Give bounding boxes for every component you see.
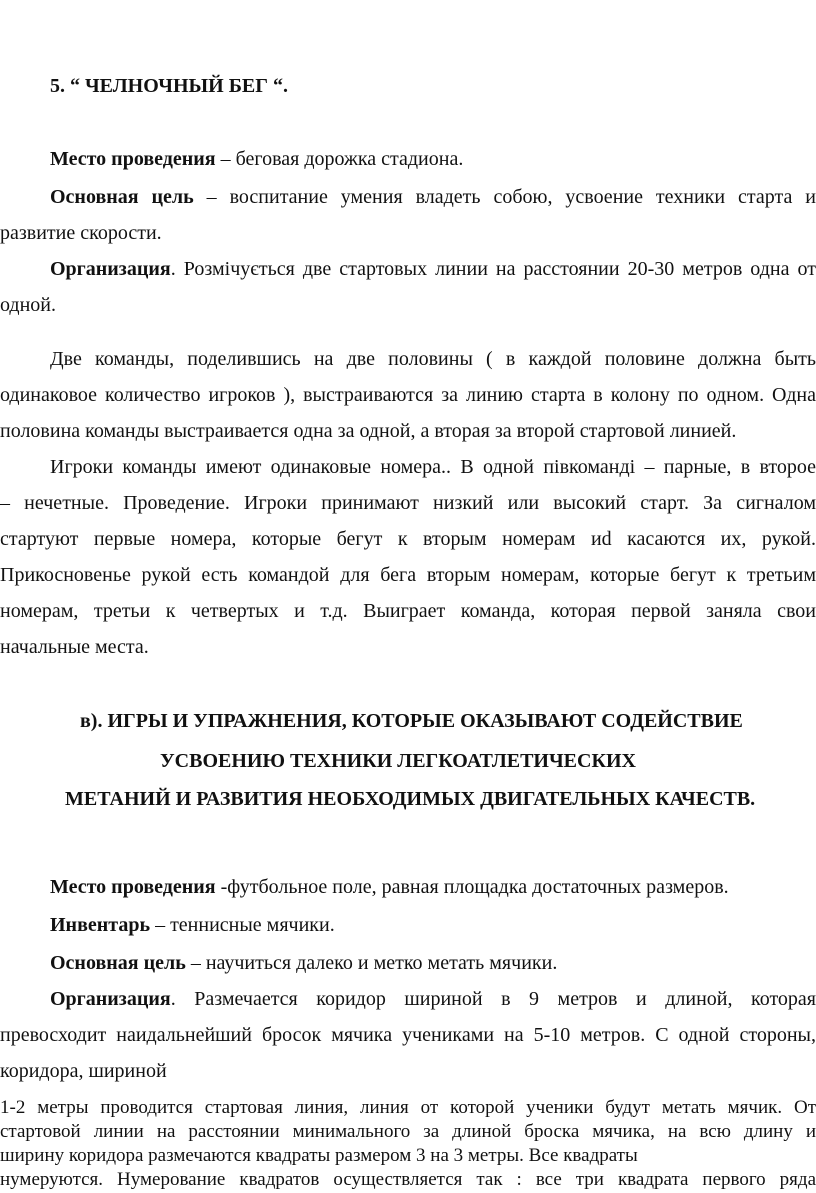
tail-line3: ширину коридора размечаются квадраты размером 3 на 3 метры. Все квадраты	[0, 1145, 638, 1166]
p2-line4: Прикосновенье рукой есть командой для бега вторым номерам, которые бегут к третьим	[0, 564, 816, 586]
tail-line1: 1-2 метры проводится стартовая линия, линия от которой ученики будут метать мячик. От	[0, 1097, 816, 1118]
org2-line2: превосходит наидальнейший бросок мячика учениками на 5-10 метров. С одной стороны,	[0, 1024, 816, 1046]
p1-line3: половина команды выстраивается одна за одной, а вторая за второй стартовой линией.	[0, 420, 737, 442]
place-paragraph	[50, 146, 463, 172]
inventory-label: Инвентарь	[50, 914, 151, 936]
place2-text: -футбольное поле, равная площадка достаточных размеров.	[215, 876, 729, 898]
goal-text: – воспитание умения владеть собою, усвоение техники старта и	[193, 186, 816, 208]
p1-line1: Две команды, поделившись на две половины ( в каждой половине должна быть	[50, 348, 816, 370]
p2-line1: Игроки команды имеют одинаковые номера.. В одной півкоманді – парные, в второе	[50, 456, 816, 478]
inventory-text: – теннисные мячики.	[150, 914, 335, 936]
place2-paragraph	[50, 874, 729, 900]
goal-paragraph-line2: развитие скорости.	[0, 222, 162, 244]
p2-line2: – нечетные. Проведение. Игроки принимают низкий или высокий старт. За сигналом	[0, 492, 816, 514]
p2-line6: начальные места.	[0, 636, 149, 658]
goal-label: Основная цель	[50, 186, 194, 208]
org-paragraph-line2: одной.	[0, 294, 57, 316]
p2-line3: стартуют первые номера, которые бегут к вторым номерам иd касаются их, рукой.	[0, 528, 816, 550]
org2-line3: коридора, шириной	[0, 1060, 167, 1082]
heading-line2: УСВОЕНИЮ ТЕХНИКИ ЛЕГКОАТЛЕТИЧЕСКИХ	[160, 750, 636, 772]
tail-line2: стартовой линии на расстоянии минимального за длиной броска мячика, на всю длину и	[0, 1121, 816, 1142]
tail-line4: нумеруются. Нумерование квадратов осуществляется так : все три квадрата первого ряда	[0, 1169, 816, 1190]
section-title: 5. “ ЧЕЛНОЧНЫЙ БЕГ “.	[50, 75, 288, 97]
place-text: – беговая дорожка стадиона.	[215, 148, 464, 170]
org2-text: . Размечается коридор шириной в 9 метров и длиной, которая	[170, 988, 816, 1010]
org2-line1	[0, 986, 816, 1012]
p2-line5: номерам, третьи к четвертых и т.д. Выиграет команда, которая первой заняла свои	[0, 600, 816, 622]
heading-line3: МЕТАНИЙ И РАЗВИТИЯ НЕОБХОДИМЫХ ДВИГАТЕЛЬНЫХ КАЧЕСТВ.	[65, 788, 756, 810]
org-paragraph-line1	[0, 256, 816, 282]
goal-paragraph-line1	[0, 184, 816, 210]
goal2-label: Основная цель	[50, 952, 186, 974]
org2-label: Организация	[50, 988, 171, 1010]
org-label: Организация	[50, 258, 171, 280]
goal2-text: – научиться далеко и метко метать мячики.	[185, 952, 558, 974]
inventory-paragraph	[50, 912, 335, 938]
goal2-paragraph	[50, 950, 557, 976]
heading-line1: в). ИГРЫ И УПРАЖНЕНИЯ, КОТОРЫЕ ОКАЗЫВАЮТ СОДЕЙСТВИЕ	[80, 710, 743, 732]
org-text: . Розмічується две стартовых линии на расстоянии 20-30 метров одна от	[170, 258, 816, 280]
p1-line2: одинаковое количество игроков ), выстраиваются за линию старта в колону по одном. Одна	[0, 384, 816, 406]
place2-label: Место проведения	[50, 876, 216, 898]
place-label: Место проведения	[50, 148, 216, 170]
